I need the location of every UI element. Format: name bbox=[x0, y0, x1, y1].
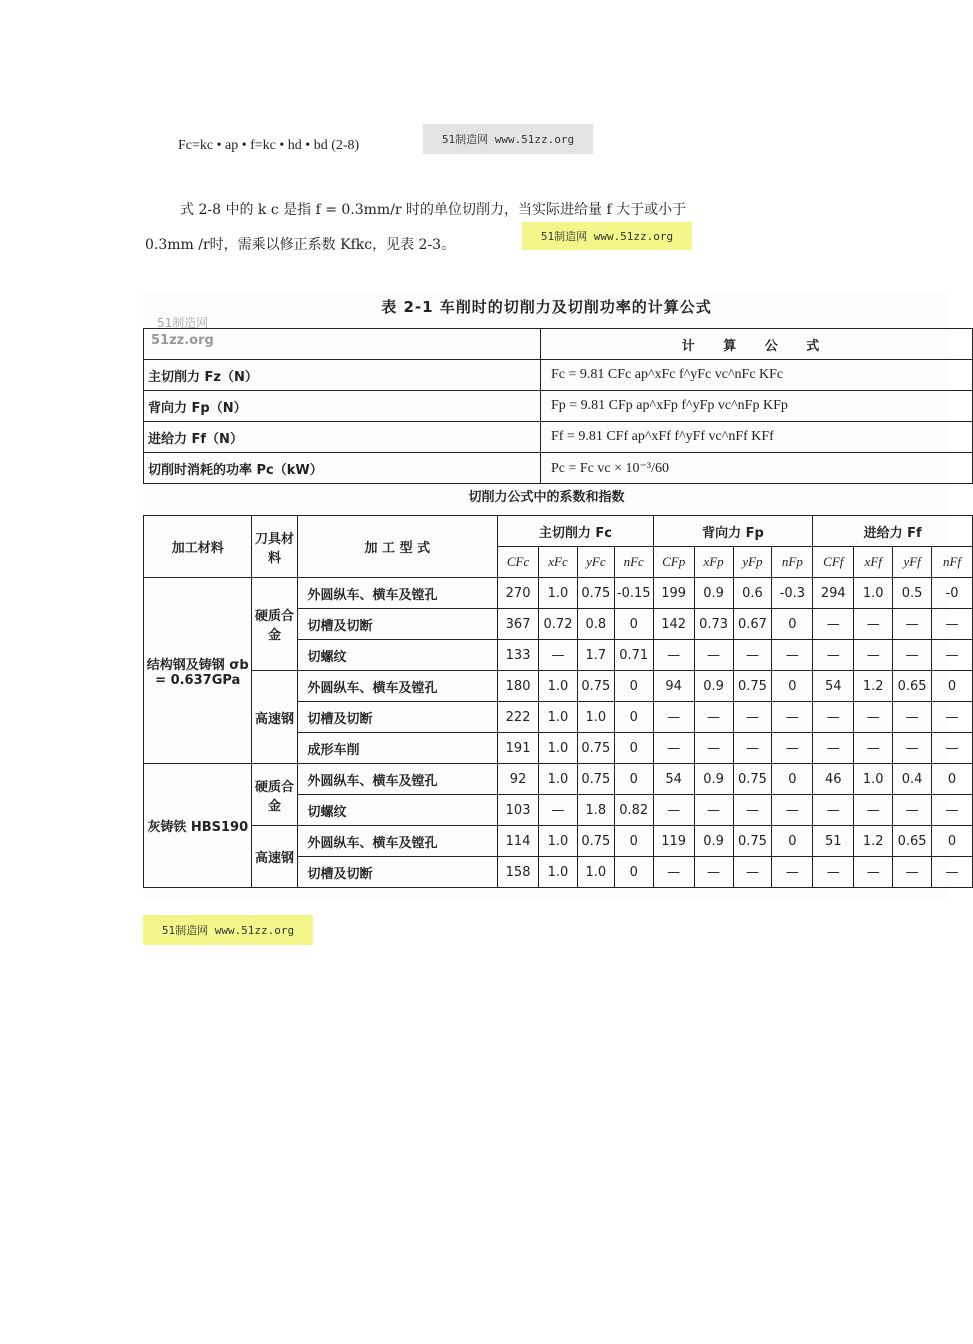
value-cell: — bbox=[772, 795, 813, 826]
type-cell: 外圆纵车、横车及镗孔 bbox=[297, 578, 498, 609]
type-cell: 外圆纵车、横车及镗孔 bbox=[297, 764, 498, 795]
value-cell: 1.0 bbox=[539, 857, 578, 888]
value-cell: — bbox=[854, 795, 893, 826]
col-header: CFc bbox=[498, 547, 539, 578]
value-cell: 94 bbox=[653, 671, 694, 702]
value-cell: — bbox=[772, 640, 813, 671]
value-cell: 0.75 bbox=[577, 764, 614, 795]
value-cell: 0.8 bbox=[577, 609, 614, 640]
value-cell: 0 bbox=[614, 702, 653, 733]
value-cell: 0.65 bbox=[893, 826, 932, 857]
type-cell: 切螺纹 bbox=[297, 640, 498, 671]
value-cell: — bbox=[694, 795, 733, 826]
value-cell: 158 bbox=[498, 857, 539, 888]
value-cell: 0 bbox=[772, 609, 813, 640]
value-cell: — bbox=[932, 702, 973, 733]
paragraph-line-1: 式 2-8 中的 k c 是指 f = 0.3mm/r 时的单位切削力，当实际进给量 f 大于或小于 bbox=[180, 202, 687, 218]
col-header: CFf bbox=[813, 547, 854, 578]
value-cell: — bbox=[733, 733, 772, 764]
value-cell: 180 bbox=[498, 671, 539, 702]
formula-table bbox=[143, 328, 973, 484]
type-cell: 切螺纹 bbox=[297, 795, 498, 826]
value-cell: — bbox=[932, 733, 973, 764]
value-cell: — bbox=[653, 640, 694, 671]
paragraph-line-2: 0.3mm /r时，需乘以修正系数 Kfkc，见表 2-3。 bbox=[145, 237, 456, 253]
table-row bbox=[144, 671, 973, 702]
value-cell: 0 bbox=[932, 764, 973, 795]
value-cell: 0.5 bbox=[893, 578, 932, 609]
value-cell: — bbox=[813, 640, 854, 671]
value-cell: 0 bbox=[614, 733, 653, 764]
value-cell: 1.2 bbox=[854, 826, 893, 857]
table-watermark-1: 51制造网 bbox=[157, 316, 209, 330]
table-image bbox=[143, 290, 962, 898]
coef-subtitle: 切削力公式中的系数和指数 bbox=[468, 490, 625, 505]
col-header: nFc bbox=[614, 547, 653, 578]
value-cell: 1.2 bbox=[854, 671, 893, 702]
value-cell: 1.0 bbox=[854, 764, 893, 795]
value-cell: — bbox=[733, 702, 772, 733]
col-header: yFf bbox=[893, 547, 932, 578]
col-header: xFc bbox=[539, 547, 578, 578]
value-cell: 0.75 bbox=[577, 733, 614, 764]
value-cell: — bbox=[653, 795, 694, 826]
formula-value: Pc = Fc vc × 10⁻³/60 bbox=[541, 453, 973, 484]
value-cell: 0.75 bbox=[577, 671, 614, 702]
value-cell: 0 bbox=[614, 671, 653, 702]
value-cell: — bbox=[694, 733, 733, 764]
value-cell: — bbox=[733, 857, 772, 888]
value-cell: -0 bbox=[932, 578, 973, 609]
table-watermark-2: 51zz.org bbox=[151, 333, 214, 348]
formula-2-8: Fc=kc • ap • f=kc • hd • bd (2-8) bbox=[178, 138, 360, 153]
value-cell: 0 bbox=[614, 764, 653, 795]
value-cell: — bbox=[813, 702, 854, 733]
value-cell: 1.0 bbox=[577, 857, 614, 888]
table-title: 表 2-1 车削时的切削力及切削功率的计算公式 bbox=[381, 298, 712, 316]
value-cell: — bbox=[932, 795, 973, 826]
value-cell: — bbox=[772, 702, 813, 733]
value-cell: 1.8 bbox=[577, 795, 614, 826]
coefficient-table bbox=[143, 515, 973, 888]
value-cell: — bbox=[932, 857, 973, 888]
value-cell: 92 bbox=[498, 764, 539, 795]
watermark-banner-3: 51制造网 www.51zz.org bbox=[143, 915, 313, 945]
col-header: xFf bbox=[854, 547, 893, 578]
table-row bbox=[144, 578, 973, 609]
value-cell: 1.0 bbox=[577, 702, 614, 733]
type-cell: 外圆纵车、横车及镗孔 bbox=[297, 671, 498, 702]
table-row bbox=[144, 764, 973, 795]
value-cell: — bbox=[893, 795, 932, 826]
value-cell: — bbox=[653, 702, 694, 733]
type-cell: 切槽及切断 bbox=[297, 609, 498, 640]
value-cell: — bbox=[539, 795, 578, 826]
value-cell: 46 bbox=[813, 764, 854, 795]
value-cell: 0 bbox=[772, 826, 813, 857]
value-cell: — bbox=[813, 795, 854, 826]
value-cell: 367 bbox=[498, 609, 539, 640]
value-cell: — bbox=[653, 857, 694, 888]
header-back-force: 背向力 Fp bbox=[653, 516, 813, 547]
value-cell: 51 bbox=[813, 826, 854, 857]
value-cell: — bbox=[932, 640, 973, 671]
formula-value: Ff = 9.81 CFf ap^xFf f^yFf vc^nFf KFf bbox=[541, 422, 973, 453]
value-cell: 1.0 bbox=[539, 826, 578, 857]
value-cell: 0.75 bbox=[577, 578, 614, 609]
value-cell: 0.75 bbox=[733, 671, 772, 702]
value-cell: 0 bbox=[614, 826, 653, 857]
value-cell: 1.7 bbox=[577, 640, 614, 671]
value-cell: — bbox=[893, 640, 932, 671]
value-cell: — bbox=[694, 702, 733, 733]
formula-label: 进给力 Ff（N） bbox=[144, 422, 541, 453]
type-cell: 成形车削 bbox=[297, 733, 498, 764]
tool-cell: 高速钢 bbox=[252, 826, 297, 888]
col-header: nFf bbox=[932, 547, 973, 578]
value-cell: — bbox=[733, 640, 772, 671]
value-cell: -0.15 bbox=[614, 578, 653, 609]
value-cell: 0.67 bbox=[733, 609, 772, 640]
value-cell: 199 bbox=[653, 578, 694, 609]
value-cell: 1.0 bbox=[539, 578, 578, 609]
value-cell: 0.65 bbox=[893, 671, 932, 702]
value-cell: — bbox=[854, 733, 893, 764]
value-cell: 0 bbox=[772, 671, 813, 702]
value-cell: 222 bbox=[498, 702, 539, 733]
value-cell: 0.9 bbox=[694, 826, 733, 857]
header-feed-force: 进给力 Ff bbox=[813, 516, 973, 547]
value-cell: — bbox=[772, 733, 813, 764]
col-header: yFc bbox=[577, 547, 614, 578]
col-header: yFp bbox=[733, 547, 772, 578]
value-cell: 0.6 bbox=[733, 578, 772, 609]
table-row bbox=[144, 826, 973, 857]
header-material: 加工材料 bbox=[144, 516, 252, 578]
col-header: xFp bbox=[694, 547, 733, 578]
tool-cell: 硬质合金 bbox=[252, 578, 297, 671]
value-cell: 133 bbox=[498, 640, 539, 671]
tool-cell: 硬质合金 bbox=[252, 764, 297, 826]
formula-label: 主切削力 Fz（N） bbox=[144, 360, 541, 391]
header-type: 加 工 型 式 bbox=[297, 516, 498, 578]
value-cell: 142 bbox=[653, 609, 694, 640]
value-cell: 294 bbox=[813, 578, 854, 609]
value-cell: 0.82 bbox=[614, 795, 653, 826]
type-cell: 外圆纵车、横车及镗孔 bbox=[297, 826, 498, 857]
value-cell: — bbox=[694, 857, 733, 888]
value-cell: — bbox=[772, 857, 813, 888]
value-cell: — bbox=[539, 640, 578, 671]
value-cell: — bbox=[854, 857, 893, 888]
value-cell: — bbox=[813, 857, 854, 888]
value-cell: — bbox=[854, 609, 893, 640]
value-cell: 54 bbox=[653, 764, 694, 795]
value-cell: 1.0 bbox=[539, 764, 578, 795]
value-cell: 0 bbox=[614, 857, 653, 888]
header-main-force: 主切削力 Fc bbox=[498, 516, 654, 547]
value-cell: 0.71 bbox=[614, 640, 653, 671]
value-cell: 0 bbox=[772, 764, 813, 795]
formula-label: 背向力 Fp（N） bbox=[144, 391, 541, 422]
col-header: CFp bbox=[653, 547, 694, 578]
value-cell: — bbox=[854, 640, 893, 671]
tool-cell: 高速钢 bbox=[252, 671, 297, 764]
formula-label: 切削时消耗的功率 Pc（kW） bbox=[144, 453, 541, 484]
value-cell: 1.0 bbox=[539, 671, 578, 702]
value-cell: — bbox=[854, 702, 893, 733]
value-cell: — bbox=[893, 609, 932, 640]
value-cell: 54 bbox=[813, 671, 854, 702]
value-cell: 0.9 bbox=[694, 578, 733, 609]
value-cell: 0.4 bbox=[893, 764, 932, 795]
material-cell: 结构钢及铸钢 σb = 0.637GPa bbox=[144, 578, 252, 764]
value-cell: -0.3 bbox=[772, 578, 813, 609]
value-cell: 0.75 bbox=[733, 826, 772, 857]
value-cell: 119 bbox=[653, 826, 694, 857]
type-cell: 切槽及切断 bbox=[297, 857, 498, 888]
value-cell: — bbox=[893, 857, 932, 888]
value-cell: 114 bbox=[498, 826, 539, 857]
value-cell: 0.9 bbox=[694, 764, 733, 795]
value-cell: — bbox=[694, 640, 733, 671]
value-cell: 0.73 bbox=[694, 609, 733, 640]
value-cell: — bbox=[893, 733, 932, 764]
value-cell: 1.0 bbox=[539, 702, 578, 733]
value-cell: — bbox=[813, 733, 854, 764]
header-tool: 刀具材料 bbox=[252, 516, 297, 578]
value-cell: — bbox=[733, 795, 772, 826]
value-cell: — bbox=[893, 702, 932, 733]
value-cell: 0.75 bbox=[577, 826, 614, 857]
value-cell: — bbox=[653, 733, 694, 764]
value-cell: 0 bbox=[614, 609, 653, 640]
value-cell: 270 bbox=[498, 578, 539, 609]
value-cell: 0.75 bbox=[733, 764, 772, 795]
value-cell: 1.0 bbox=[854, 578, 893, 609]
material-cell: 灰铸铁 HBS190 bbox=[144, 764, 252, 888]
value-cell: 0.9 bbox=[694, 671, 733, 702]
value-cell: 191 bbox=[498, 733, 539, 764]
type-cell: 切槽及切断 bbox=[297, 702, 498, 733]
value-cell: 1.0 bbox=[539, 733, 578, 764]
value-cell: 0 bbox=[932, 671, 973, 702]
value-cell: 0 bbox=[932, 826, 973, 857]
formula-header: 计 算 公 式 bbox=[541, 329, 973, 360]
value-cell: — bbox=[932, 609, 973, 640]
watermark-banner-1: 51制造网 www.51zz.org bbox=[423, 124, 593, 154]
formula-value: Fc = 9.81 CFc ap^xFc f^yFc vc^nFc KFc bbox=[541, 360, 973, 391]
watermark-banner-2: 51制造网 www.51zz.org bbox=[522, 222, 692, 250]
formula-value: Fp = 9.81 CFp ap^xFp f^yFp vc^nFp KFp bbox=[541, 391, 973, 422]
value-cell: — bbox=[813, 609, 854, 640]
value-cell: 103 bbox=[498, 795, 539, 826]
col-header: nFp bbox=[772, 547, 813, 578]
value-cell: 0.72 bbox=[539, 609, 578, 640]
